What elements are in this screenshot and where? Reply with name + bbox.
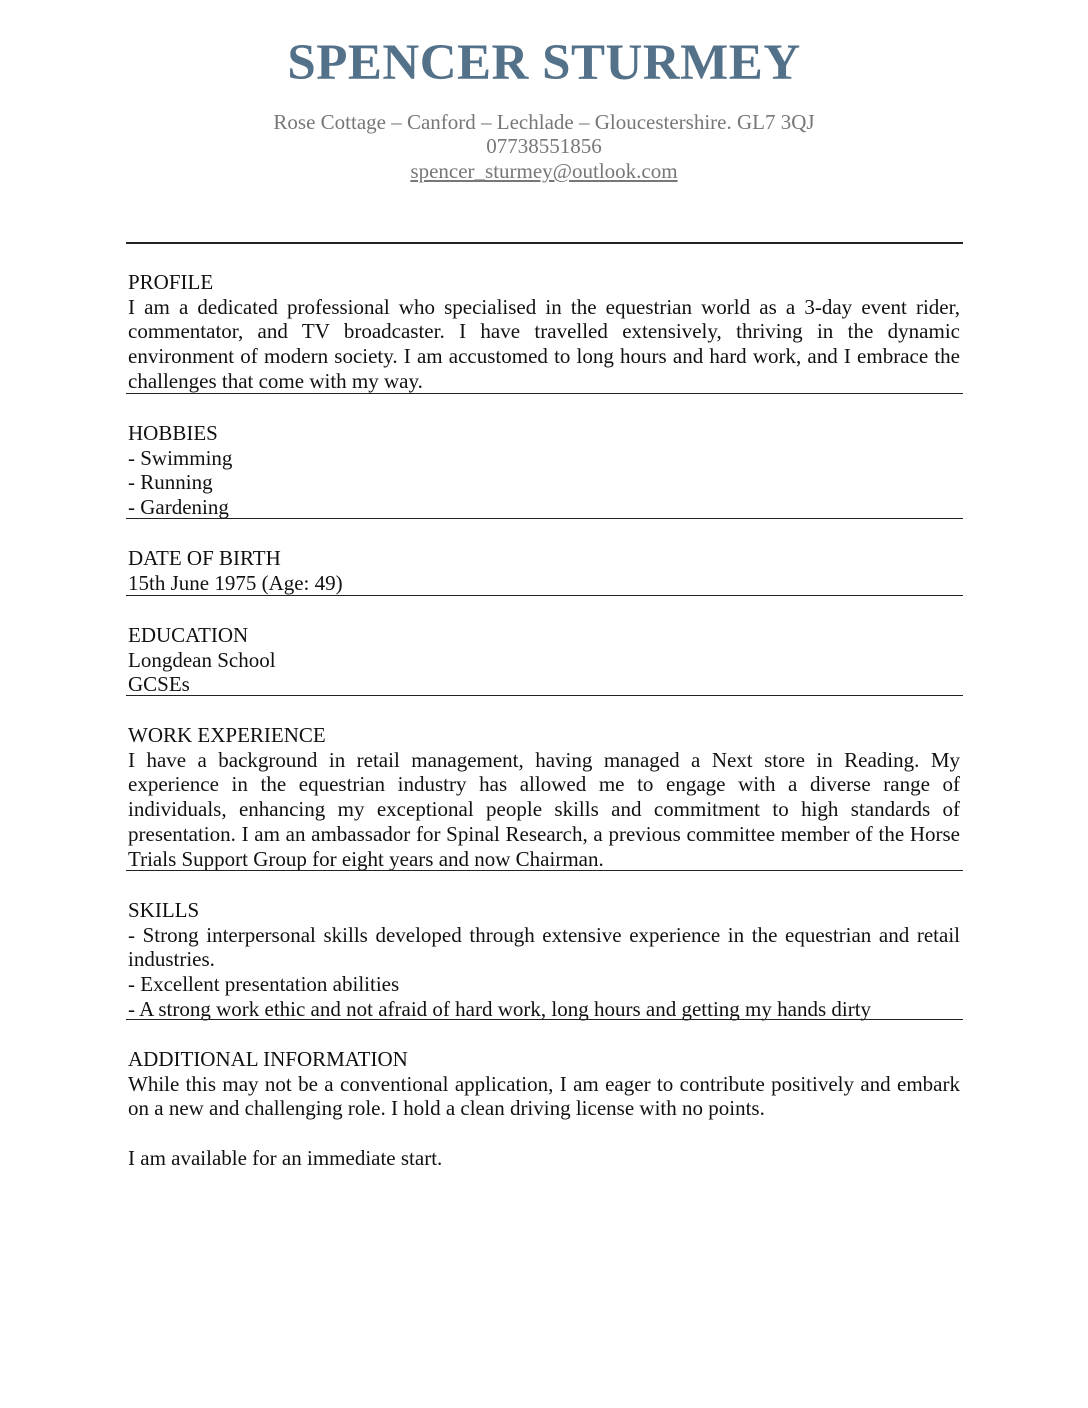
skills-heading: SKILLS xyxy=(128,898,200,922)
dob-section xyxy=(128,546,960,595)
work-text: I have a background in retail management, having managed a Next store in Reading. My experience in the equestrian industry has allowed me to engage with a diverse range of individuals, enhancing my exceptional people skills and commitment to high standards of presentation. I am an ambassador for Spinal Research, a previous committee member of the Horse Trials Support Group for eight years and now Chairman. xyxy=(128,747,960,871)
skill-item: - Strong interpersonal skills developed through extensive experience in the equestrian and retail industries. xyxy=(128,922,960,972)
additional-heading: ADDITIONAL INFORMATION xyxy=(128,1047,408,1071)
email-link[interactable]: spencer_sturmey@outlook.com xyxy=(410,159,678,183)
phone-number: 07738551856 xyxy=(486,134,602,158)
profile-heading: PROFILE xyxy=(128,270,214,294)
hobbies-heading: HOBBIES xyxy=(128,421,218,445)
section-divider xyxy=(126,393,963,394)
qualification: GCSEs xyxy=(128,672,190,697)
additional-section xyxy=(128,1047,960,1171)
section-divider xyxy=(126,870,963,871)
email-line xyxy=(0,159,1088,184)
section-divider xyxy=(126,1019,963,1020)
education-section xyxy=(128,623,960,697)
availability-text: I am available for an immediate start. xyxy=(128,1145,443,1170)
section-divider xyxy=(126,595,963,596)
school-name: Longdean School xyxy=(128,647,276,672)
hobby-item: - Swimming xyxy=(128,445,233,470)
dob-text: 15th June 1975 (Age: 49) xyxy=(128,570,343,595)
work-heading: WORK EXPERIENCE xyxy=(128,723,326,747)
profile-section xyxy=(128,270,960,394)
skill-item: - Excellent presentation abilities xyxy=(128,972,400,997)
skills-section xyxy=(128,898,960,1022)
work-section xyxy=(128,723,960,871)
education-heading: EDUCATION xyxy=(128,623,249,647)
hobbies-section xyxy=(128,421,960,520)
section-divider xyxy=(126,518,963,519)
skill-item: - A strong work ethic and not afraid of hard work, long hours and getting my hands dirty xyxy=(128,996,872,1021)
section-divider xyxy=(126,695,963,696)
dob-heading: DATE OF BIRTH xyxy=(128,546,281,570)
candidate-name: SPENCER STURMEY xyxy=(287,35,801,91)
profile-text: I am a dedicated professional who specialised in the equestrian world as a 3-day event rider, commentator, and TV broadcaster. I have travelled extensively, thriving in the dynamic environment of modern society. I am accustomed to long hours and hard work, and I embrace the challenges that come with my way. xyxy=(128,294,960,393)
address: Rose Cottage – Canford – Lechlade – Gloucestershire. GL7 3QJ xyxy=(273,110,815,134)
header-divider xyxy=(126,242,963,244)
hobby-item: - Running xyxy=(128,470,213,495)
hobby-item: - Gardening xyxy=(128,495,229,520)
additional-text: While this may not be a conventional application, I am eager to contribute positively and embark on a new and challenging role. I hold a clean driving license with no points. xyxy=(128,1071,960,1121)
